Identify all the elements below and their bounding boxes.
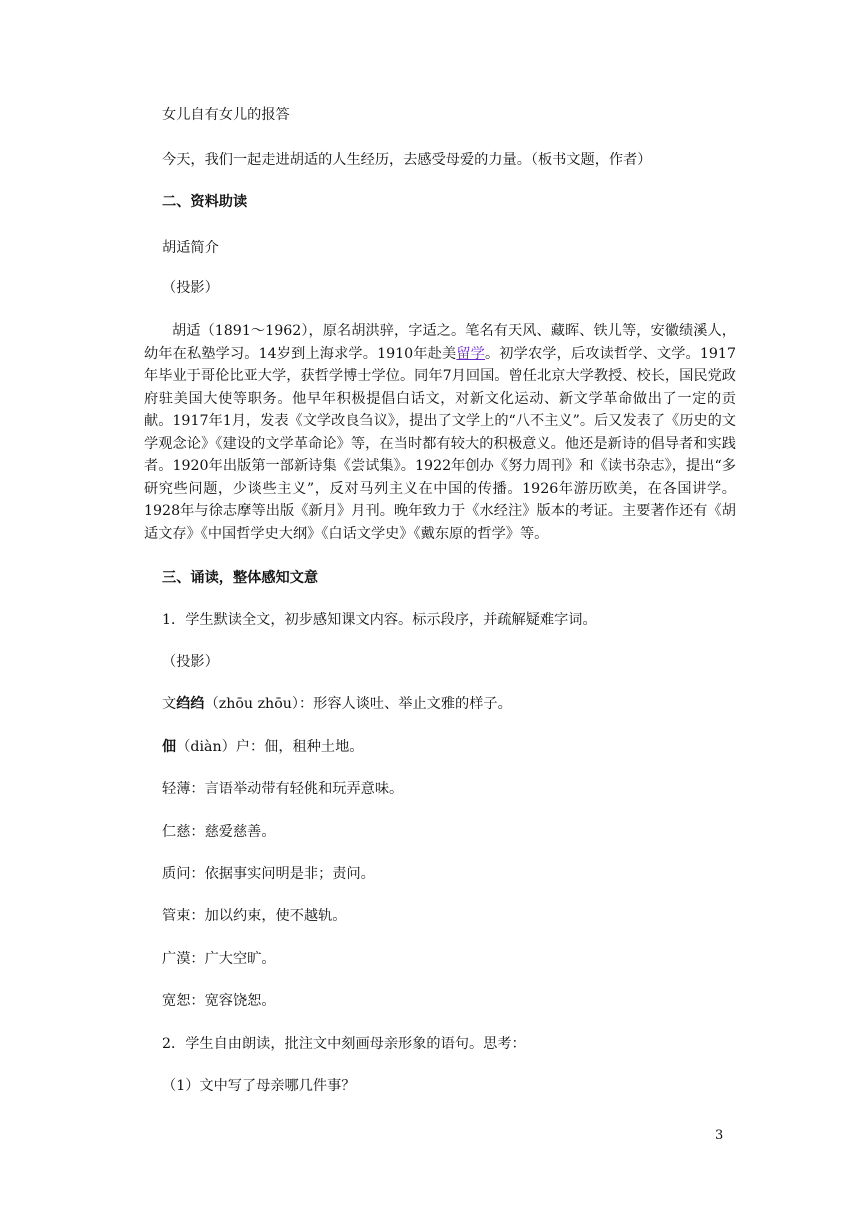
vocab-wenzhouzhou-bold: 绉绉 <box>176 696 205 712</box>
biography-paragraph <box>144 320 736 545</box>
task-silent-reading: 1．学生默读全文，初步感知课文内容。标示段序，并疏解疑难字词。 <box>162 612 597 628</box>
vocab-renci: 仁慈：慈爱慈善。 <box>162 824 276 840</box>
vocab-wenzhouzhou <box>162 694 512 714</box>
vocab-dianhu-definition: （diàn）户：佃，租种土地。 <box>176 739 364 755</box>
section-heading-reading-aid: 二、资料助读 <box>162 194 248 210</box>
page-number: 3 <box>715 1128 724 1143</box>
projection-note-2: （投影） <box>162 654 219 670</box>
vocab-zhiwen: 质问：依据事实问明是非；责问。 <box>162 866 375 882</box>
text-line-daughter-reward: 女儿自有女儿的报答 <box>162 107 290 123</box>
vocab-dianhu-bold: 佃 <box>162 739 177 755</box>
vocab-kuanshu: 宽恕：宽容饶恕。 <box>162 993 276 1009</box>
vocab-dianhu <box>162 737 363 757</box>
vocab-guangmo: 广漠：广大空旷。 <box>162 951 276 967</box>
projection-note: （投影） <box>162 280 219 296</box>
subheading-hushi-intro: 胡适简介 <box>162 240 219 256</box>
vocab-guanshu: 管束：加以约束，使不越轨。 <box>162 908 347 924</box>
question-1: （1）文中写了母亲哪几件事？ <box>162 1078 356 1094</box>
vocab-qingbo: 轻薄：言语举动带有轻佻和玩弄意味。 <box>162 781 404 797</box>
task-free-reading: 2．学生自由朗读，批注文中刻画母亲形象的语句。思考： <box>162 1036 526 1052</box>
study-abroad-link[interactable]: 留学 <box>456 345 485 362</box>
biography-text-rest: 。初学农学，后攻读哲学、文学。1917年毕业于哥伦比亚大学，获哲学博士学位。同年7月回国。曾任北京大学教授、校长，国民党政府驻美国大使等职务。他早年积极提倡白话文，对新文化运动、新文学革命做出了一定的贡献。1917年1月，发表《文学改良刍议》，提出了文学上的“八不主义”。后又发表了《历史的文学观念论》《建设的文学革命论》等，在当时都有较大的积极意义。他还是新诗的倡导者和实践者。1920年出版第一部新诗集《尝试集》。1922年创办《努力周刊》和《读书杂志》，提出“多研究些问题，少谈些主义”，反对马列主义在中国的传播。1926年游历欧美，在各国讲学。1928年与徐志摩等出版《新月》月刊。晚年致力于《水经注》版本的考证。主要著作还有《胡适文存》《中国哲学史大纲》《白话文学史》《戴东原的哲学》等。 <box>144 345 736 542</box>
biography-text-start: 胡适（1891～1962），原名胡洪骍，字适之。笔名有天风、藏晖、铁儿等，安徽绩溪人，幼年在私塾学习。14岁到上海求学。1910年赴美 <box>144 323 736 362</box>
section-heading-recitation: 三、诵读，整体感知文意 <box>162 570 319 586</box>
text-line-intro: 今天，我们一起走进胡适的人生经历，去感受母爱的力量。（板书文题，作者） <box>162 152 652 168</box>
vocab-wenzhouzhou-prefix: 文 <box>162 696 177 712</box>
vocab-wenzhouzhou-definition: （zhōu zhōu）：形容人谈吐、举止文雅的样子。 <box>204 696 512 712</box>
